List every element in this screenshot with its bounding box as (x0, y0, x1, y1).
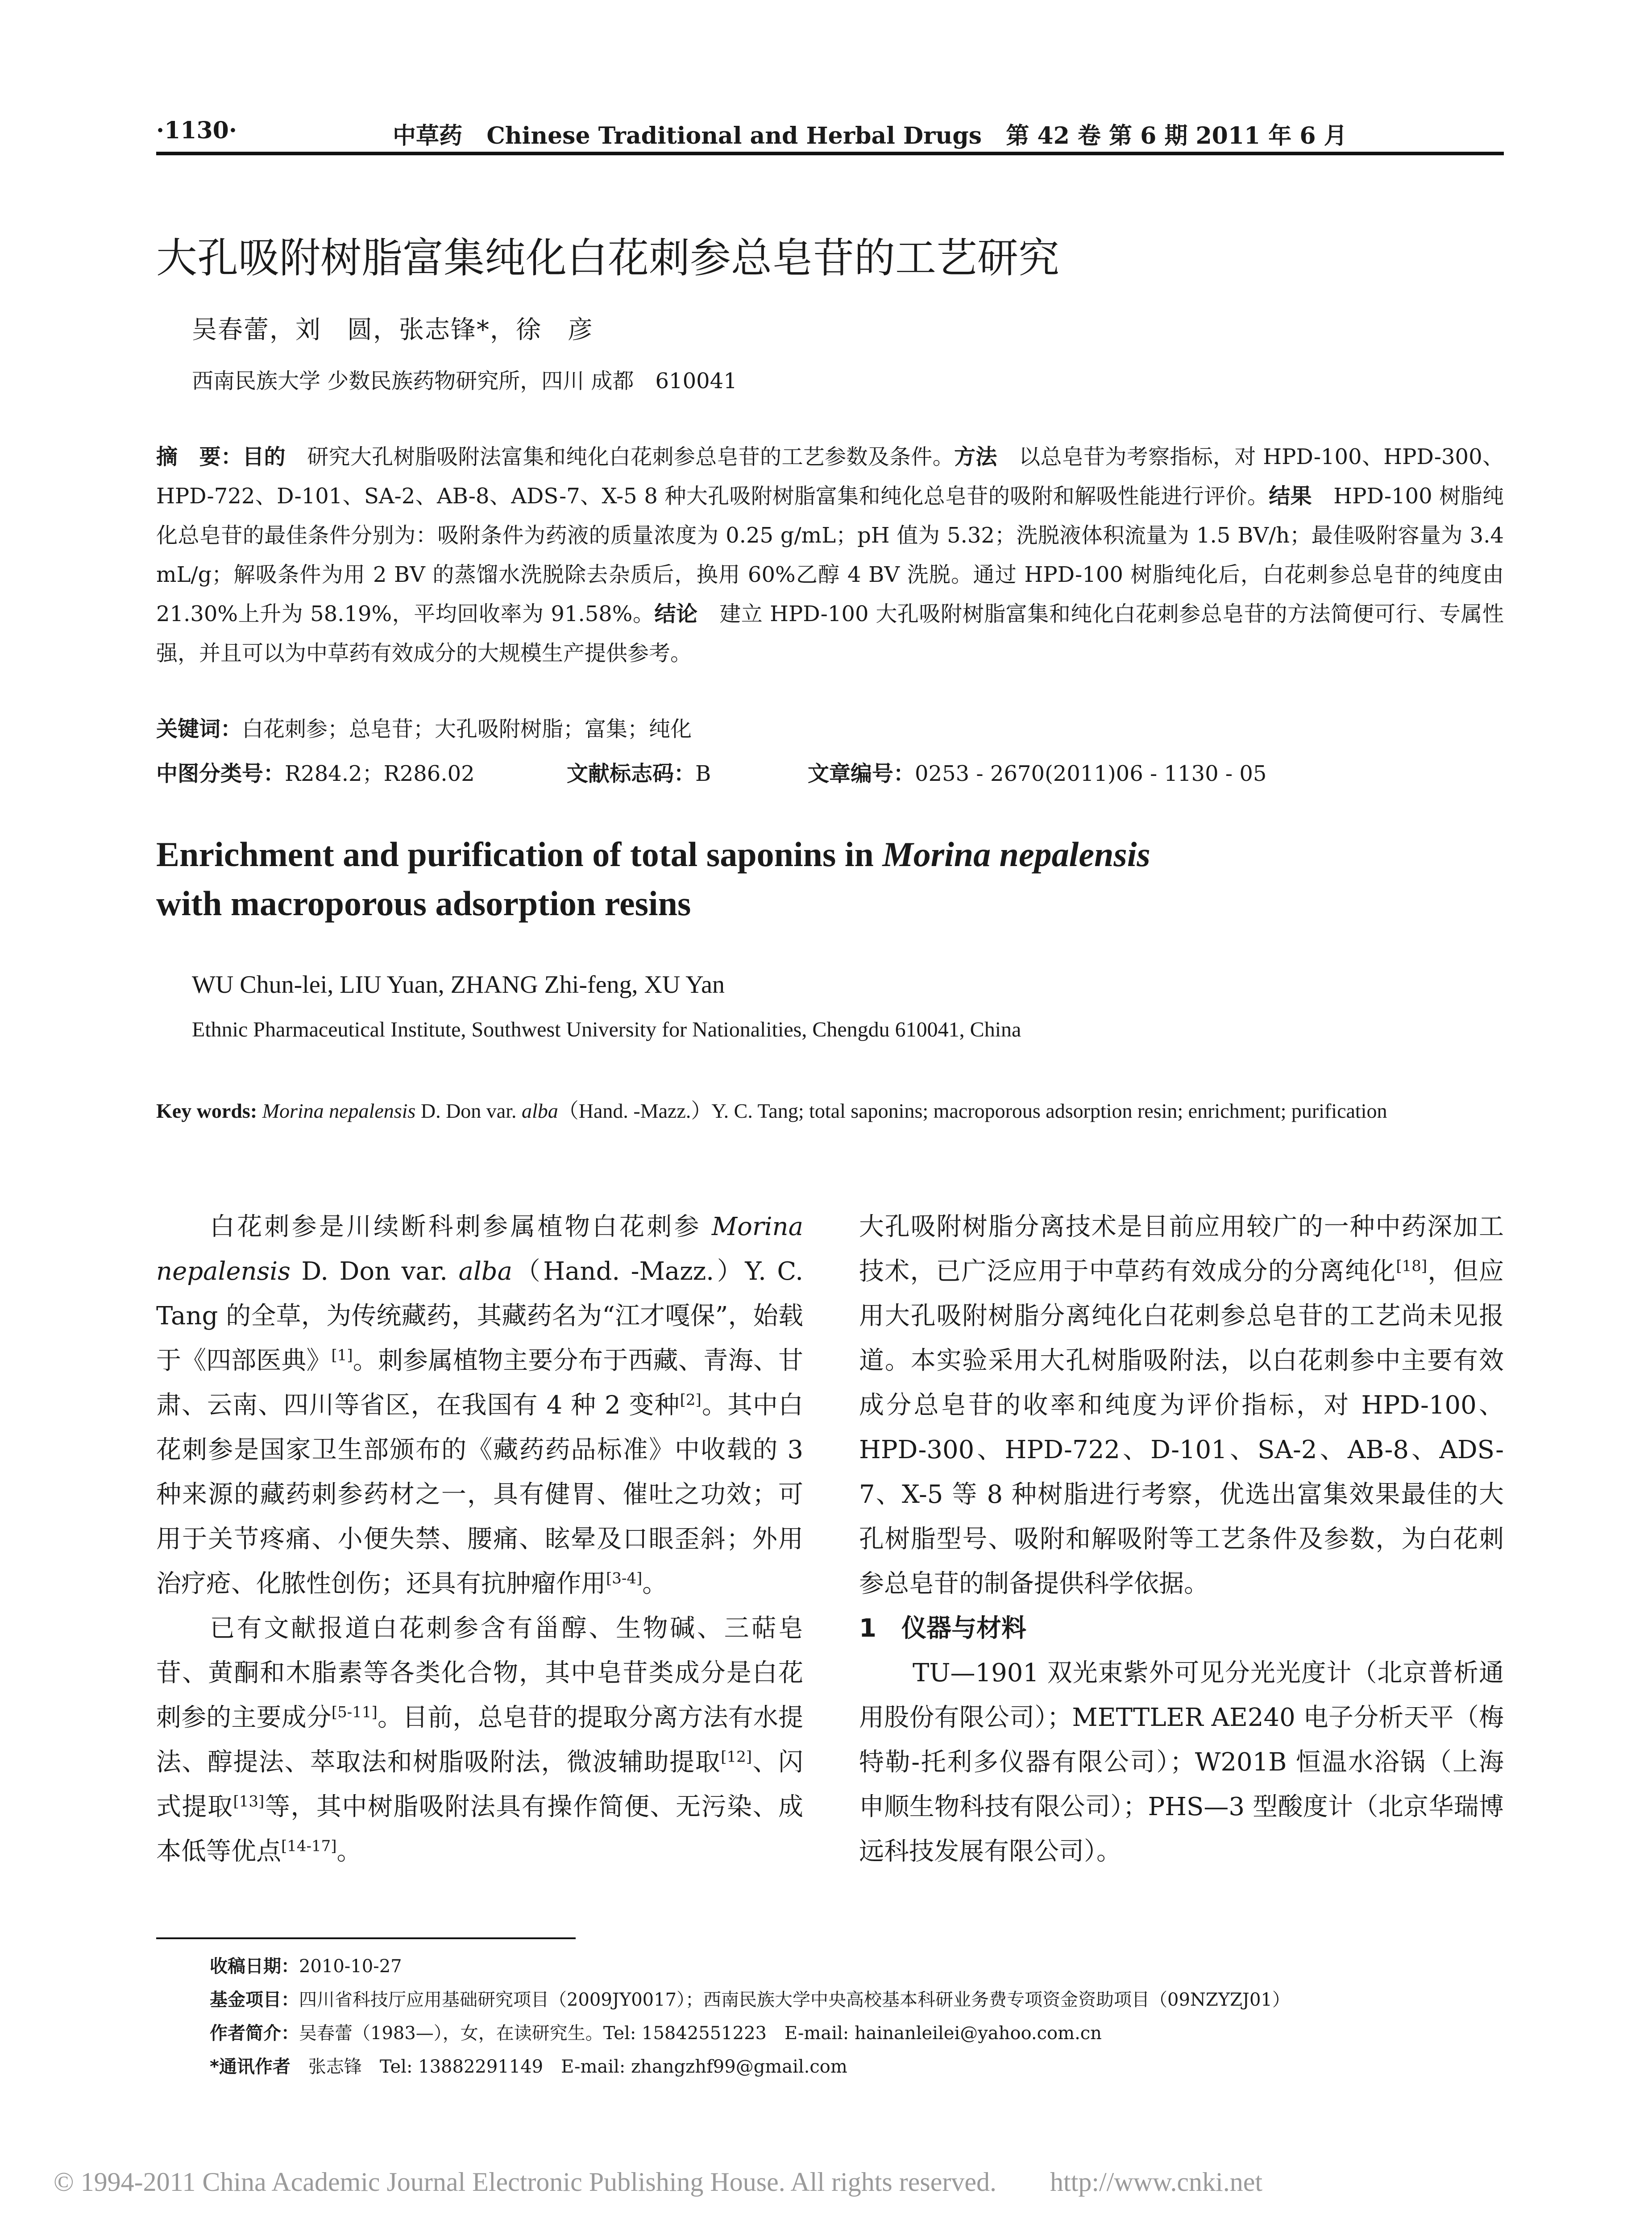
document-code-value: B (695, 761, 711, 786)
keywords-cn (156, 712, 692, 742)
abstract-conclusion-label: 结论 (654, 601, 698, 626)
text-run: 。 (642, 1569, 668, 1598)
affiliation-en: Ethnic Pharmaceutical Institute, Southwest University for Nationalities, Chengdu 610041, China (192, 1018, 1021, 1041)
article-title-cn: 大孔吸附树脂富集纯化白花刺参总皂苷的工艺研究 (156, 234, 1060, 282)
journal-issue: 第 42 卷 第 6 期 2011 年 6 月 (1006, 122, 1347, 149)
journal-name-cn: 中草药 (393, 122, 463, 149)
article-number (808, 756, 1266, 787)
footnote-label: 收稿日期： (210, 1956, 299, 1977)
text-run: 、闪式提取 (156, 1748, 804, 1821)
footnote-label: 基金项目： (210, 1990, 299, 2010)
keywords-en-alba: alba (521, 1099, 558, 1122)
citation-ref: [5-11] (331, 1703, 378, 1721)
body-column-right (859, 1205, 1504, 1874)
abstract-cn (156, 437, 1504, 673)
abstract-method: 以总皂苷为考察指标，对 HPD-100、HPD-300、HPD-722、D-101、SA-2、AB-8、ADS-7、X-5 8 种大孔吸附树脂富集和纯化总皂苷的吸附和解吸性能进行评价。 (156, 444, 1504, 509)
abstract-label: 摘 要： (156, 444, 243, 469)
variety-name: alba (458, 1257, 513, 1286)
header-rule (156, 152, 1504, 155)
keywords-en-mid: D. Don var. (415, 1099, 522, 1122)
abstract-objective: 研究大孔树脂吸附法富集和纯化白花刺参总皂苷的工艺参数及条件。 (285, 444, 955, 469)
footnote-received (210, 1952, 402, 1978)
citation-ref: [3-4] (606, 1569, 643, 1588)
footnote-text: 四川省科技厅应用基础研究项目（2009JY0017）；西南民族大学中央高校基本科研业务费专项资金资助项目（09NZYZJ01） (299, 1990, 1290, 2010)
footnote-text: 张志锋 Tel: 13882291149 E-mail: zhangzhf99@gmail.com (290, 2057, 847, 2077)
body-paragraph-3 (859, 1205, 1504, 1606)
citation-ref: [2] (680, 1391, 701, 1409)
abstract-objective-label: 目的 (242, 444, 286, 469)
article-title-en (156, 830, 1504, 928)
abstract-method-label: 方法 (954, 444, 997, 469)
text-run: 大孔吸附树脂分离技术是目前应用较广的一种中药深加工技术，已广泛应用于中草药有效成分的分离纯化 (859, 1212, 1504, 1286)
species-name: Morina nepalensis (156, 1212, 803, 1286)
text-run: 。目前，总皂苷的提取分离方法有水提法、醇提法、萃取法和树脂吸附法，微波辅助提取 (156, 1703, 804, 1777)
keywords-en-species: Morina nepalensis (262, 1099, 416, 1122)
abstract-result: HPD-100 树脂纯化总皂苷的最佳条件分别为：吸附条件为药液的质量浓度为 0.25 g/mL；pH 值为 5.32；洗脱液体积流量为 1.5 BV/h；最佳吸附容量为 3.4 mL/g；解吸条件为用 2 BV 的蒸馏水洗脱除去杂质后，换用 60%乙醇 4 BV 洗脱。通过 HPD-100 树脂纯化后，白花刺参总皂苷的纯度由 21.30%上升为 58.19%，平均回收率为 91.58%。 (156, 484, 1504, 626)
citation-ref: [12] (721, 1748, 752, 1766)
abstract-conclusion: 建立 HPD-100 大孔吸附树脂富集和纯化白花刺参总皂苷的方法简便可行、专属性强，并且可以为中草药有效成分的大规模生产提供参考。 (156, 601, 1504, 666)
page-number: ·1130· (156, 117, 237, 144)
authors-cn: 吴春蕾，刘 圆，张志锋*，徐 彦 (192, 315, 594, 344)
document-code (567, 756, 711, 787)
keywords-value: 白花刺参；总皂苷；大孔吸附树脂；富集；纯化 (242, 717, 692, 742)
text-run: （Hand. -Mazz.）Y. C. Tang 的全草，为传统藏药，其藏药名为“江才嘎保”，始载于《四部医典》 (156, 1257, 803, 1375)
clc-label: 中图分类号： (156, 761, 285, 786)
body-paragraph-4: TU—1901 双光束紫外可见分光光度计（北京普析通用股份有限公司）；METTLER AE240 电子分析天平（梅特勒-托利多仪器有限公司）；W201B 恒温水浴锅（上海申顺生物科技有限公司）；PHS—3 型酸度计（北京华瑞博远科技发展有限公司）。 (859, 1659, 1504, 1866)
clc-value: R284.2；R286.02 (285, 761, 475, 786)
body-paragraph-2 (156, 1606, 803, 1874)
footnote-rule (156, 1937, 576, 1939)
text-run: 。 (336, 1837, 362, 1866)
text-run: 。刺参属植物主要分布于西藏、青海、甘肃、云南、四川等省区，在我国有 4 种 2 变种 (156, 1346, 804, 1420)
text-run: ，但应用大孔吸附树脂分离纯化白花刺参总皂苷的工艺尚未见报道。本实验采用大孔树脂吸附法，以白花刺参中主要有效成分总皂苷的收率和纯度为评价指标，对 HPD-100、HPD-300、HPD-722、D-101、SA-2、AB-8、ADS-7、X-5 等 8 种树脂进行考察，优选出富集效果最佳的大孔树脂型号、吸附和解吸附等工艺条件及参数，为白花刺参总皂苷的制备提供科学依据。 (859, 1257, 1504, 1598)
journal-citation (393, 117, 1347, 150)
journal-name-en: Chinese Traditional and Herbal Drugs (486, 122, 982, 149)
copyright-notice: © 1994-2011 China Academic Journal Electronic Publishing House. All rights reserved. http://www.cnki.net (54, 2167, 1263, 2197)
footnote-funding (210, 1986, 1290, 2011)
section-heading-1: 1 仪器与材料 (859, 1614, 1026, 1643)
keywords-en-rest: （Hand. -Mazz.）Y. C. Tang; total saponins; macroporous adsorption resin; enrichment; purification (558, 1099, 1387, 1122)
footnote-author-bio (210, 2019, 1102, 2044)
affiliation-cn: 西南民族大学 少数民族药物研究所，四川 成都 610041 (192, 369, 737, 394)
keywords-label: 关键词： (156, 717, 242, 742)
text-run: 已有文献报道白花刺参含有甾醇、生物碱、三萜皂苷、黄酮和木脂素等各类化合物，其中皂苷类成分是白花刺参的主要成分 (156, 1614, 803, 1732)
footnote-label: 作者简介： (210, 2023, 299, 2044)
citation-ref: [14-17] (281, 1837, 337, 1855)
footnote-text: 2010-10-27 (299, 1956, 402, 1977)
footnote-label: *通讯作者 (210, 2057, 291, 2077)
title-en-part1: Enrichment and purification of total saponins in (156, 835, 883, 874)
text-run: D. Don var. (290, 1257, 459, 1286)
text-run: 白花刺参是川续断科刺参属植物白花刺参 (210, 1212, 712, 1241)
title-en-part2: with macroporous adsorption resins (156, 884, 691, 923)
title-en-species: Morina nepalensis (882, 835, 1150, 874)
document-code-label: 文献标志码： (567, 761, 696, 786)
abstract-result-label: 结果 (1269, 484, 1312, 509)
text-run: 。其中白花刺参是国家卫生部颁布的《藏药药品标准》中收载的 3 种来源的藏药刺参药材之一，具有健胃、催吐之功效；可用于关节疼痛、小便失禁、腰痛、眩晕及口眼歪斜；外用治疗疮、化脓性创伤；还具有抗肿瘤作用 (156, 1391, 804, 1598)
body-column-left (156, 1205, 803, 1874)
keywords-en (156, 1089, 1504, 1133)
citation-ref: [13] (233, 1792, 265, 1811)
article-number-label: 文章编号： (808, 761, 915, 786)
footnote-corresponding (210, 2053, 847, 2078)
classification-line (156, 756, 1504, 787)
authors-en: WU Chun-lei, LIU Yuan, ZHANG Zhi-feng, XU Yan (192, 971, 725, 999)
citation-ref: [18] (1396, 1257, 1428, 1275)
body-paragraph-1 (156, 1205, 803, 1606)
clc-number (156, 761, 475, 786)
article-number-value: 0253 - 2670(2011)06 - 1130 - 05 (915, 761, 1267, 786)
footnote-text: 吴春蕾（1983—），女，在读研究生。Tel: 15842551223 E-mail: hainanleilei@yahoo.com.cn (299, 2023, 1102, 2044)
keywords-en-label: Key words: (156, 1099, 257, 1122)
text-run: 等，其中树脂吸附法具有操作简便、无污染、成本低等优点 (156, 1792, 804, 1866)
citation-ref: [1] (331, 1346, 353, 1364)
